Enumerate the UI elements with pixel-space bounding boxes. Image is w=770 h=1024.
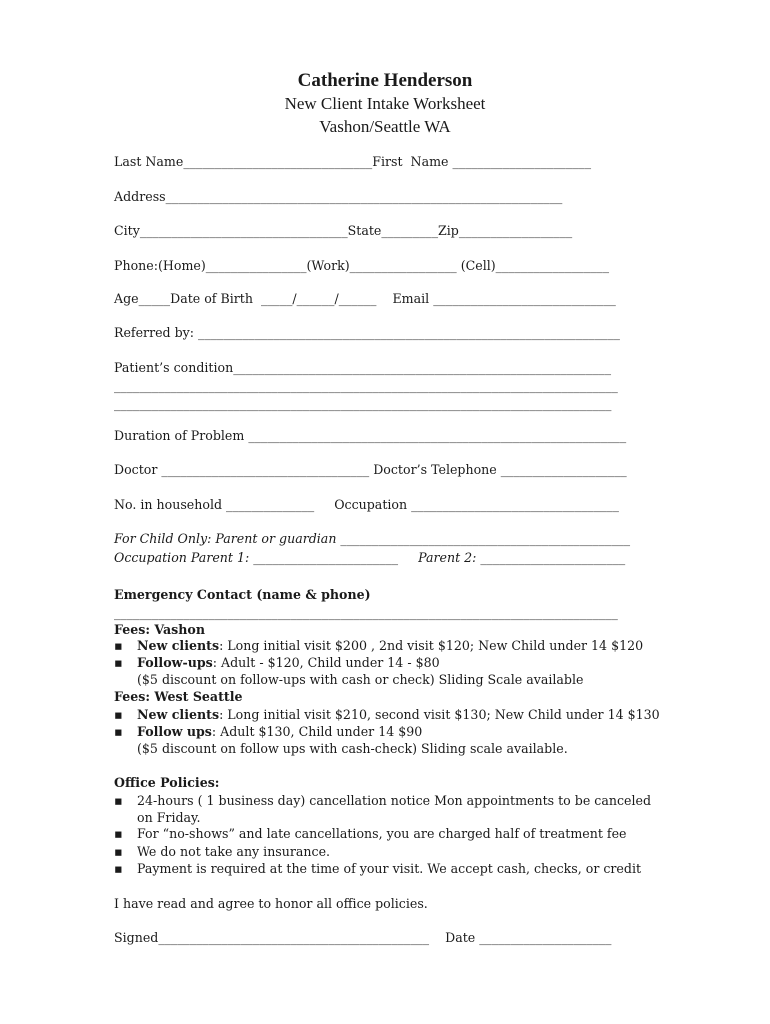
seattle-new-text: : Long initial visit $210, second visit $130; New Child under 14 $130	[219, 707, 660, 722]
bullet-icon: ▪	[114, 638, 123, 653]
vashon-discount: ($5 discount on follow-ups with cash or check) Sliding Scale available	[137, 672, 584, 687]
policy-cancellation: 24-hours ( 1 business day) cancellation notice Mon appointments to be canceled	[137, 793, 652, 808]
vashon-new-clients	[137, 638, 643, 654]
bullet-icon: ▪	[114, 707, 123, 722]
emergency-heading: Emergency Contact (name & phone)	[114, 587, 371, 602]
phone-field-line[interactable]: Phone:(Home)________________(Work)_________________ (Cell)__________________	[114, 258, 610, 273]
practitioner-name: Catherine Henderson	[297, 70, 473, 91]
bullet-icon: ▪	[114, 724, 123, 739]
address-field-line[interactable]: Address_______________________________________________________________	[114, 189, 563, 204]
seattle-follow-text: : Adult $130, Child under 14 $90	[211, 724, 423, 739]
policies-heading: Office Policies:	[114, 775, 220, 790]
child-guardian-line[interactable]: For Child Only: Parent or guardian ______________________________________________	[114, 531, 631, 546]
policy-payment: Payment is required at the time of your visit. We accept cash, checks, or credit	[137, 861, 642, 876]
bullet-icon: ▪	[114, 861, 123, 876]
seattle-follow-label: Follow ups	[137, 724, 212, 739]
referred-by-line[interactable]: Referred by: ___________________________________________________________________	[114, 325, 620, 340]
fees-seattle-heading: Fees: West Seattle	[114, 689, 243, 704]
seattle-follow-ups	[137, 724, 422, 740]
vashon-follow-ups	[137, 655, 440, 671]
policy-cancellation-cont: on Friday.	[137, 810, 201, 825]
seattle-discount: ($5 discount on follow ups with cash-check) Sliding scale available.	[137, 741, 568, 756]
location: Vashon/Seattle WA	[319, 117, 451, 136]
seattle-new-clients	[137, 707, 660, 723]
age-dob-email-line[interactable]: Age_____Date of Birth _____/______/______ Email _____________________________	[114, 291, 616, 306]
bullet-icon: ▪	[114, 655, 123, 670]
agreement-text: I have read and agree to honor all office policies.	[114, 896, 428, 911]
form-title: New Client Intake Worksheet	[284, 94, 486, 113]
signature-date-line[interactable]: Signed___________________________________________ Date _____________________	[114, 930, 612, 945]
vashon-new-label: New clients	[137, 638, 220, 653]
doctor-line[interactable]: Doctor _________________________________ Doctor’s Telephone ____________________	[114, 462, 627, 477]
policy-no-shows: For “no-shows” and late cancellations, you are charged half of treatment fee	[137, 826, 627, 841]
vashon-follow-text: : Adult - $120, Child under 14 - $80	[212, 655, 440, 670]
bullet-icon: ▪	[114, 844, 123, 859]
city-state-zip-line[interactable]: City_________________________________State_________Zip__________________	[114, 223, 573, 238]
vashon-new-text: : Long initial visit $200 , 2nd visit $120; New Child under 14 $120	[219, 638, 644, 653]
bullet-icon: ▪	[114, 793, 123, 808]
fees-vashon-heading: Fees: Vashon	[114, 622, 205, 637]
household-occupation-line[interactable]: No. in household ______________ Occupation _________________________________	[114, 497, 619, 512]
duration-line[interactable]: Duration of Problem ____________________________________________________________	[114, 428, 627, 443]
seattle-new-label: New clients	[137, 707, 220, 722]
bullet-icon: ▪	[114, 826, 123, 841]
child-occupation-line[interactable]: Occupation Parent 1: _______________________ Parent 2: _______________________	[114, 550, 626, 565]
condition-line-2[interactable]: ________________________________________________________________________________	[114, 378, 618, 393]
vashon-follow-label: Follow-ups	[137, 655, 213, 670]
emergency-contact-line[interactable]: ________________________________________________________________________________	[114, 605, 618, 620]
name-field-line[interactable]: Last Name______________________________First Name ______________________	[114, 154, 592, 169]
condition-line-3[interactable]: _______________________________________________________________________________	[114, 396, 612, 411]
policy-insurance: We do not take any insurance.	[137, 844, 331, 859]
condition-line-1[interactable]: Patient’s condition____________________________________________________________	[114, 360, 612, 375]
